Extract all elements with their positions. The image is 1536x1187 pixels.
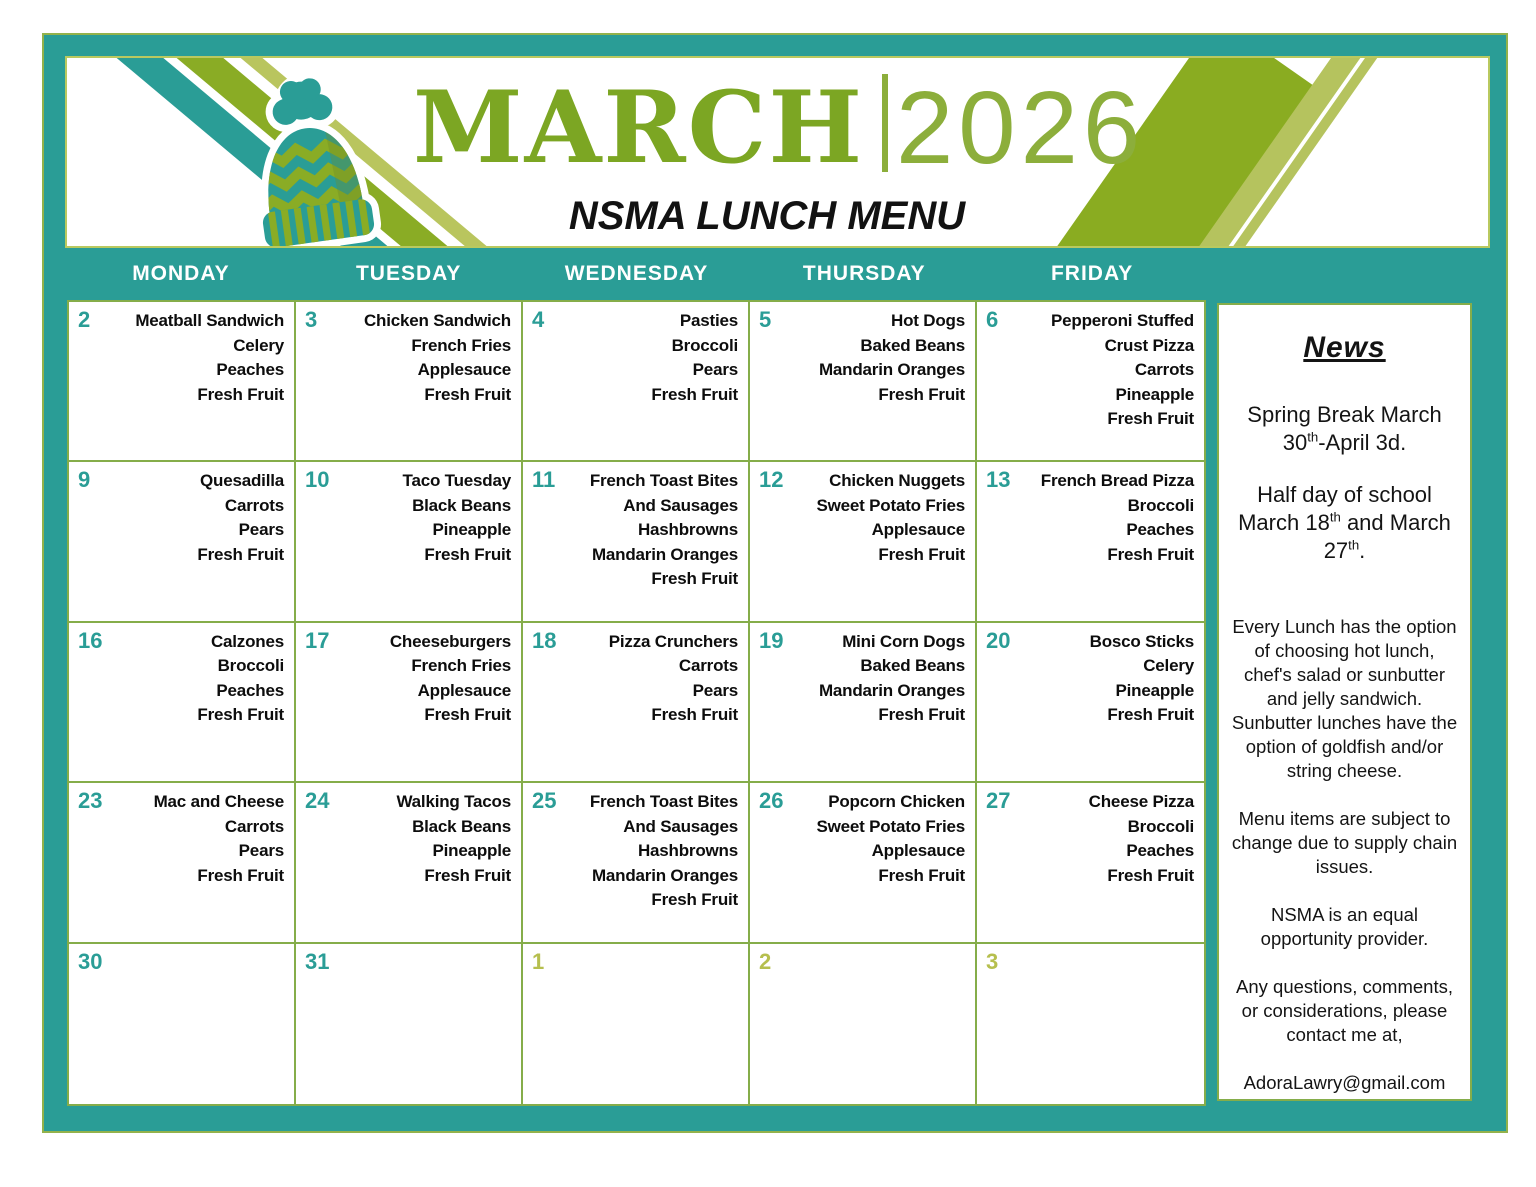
menu-item: Fresh Fruit	[197, 865, 284, 885]
date-number: 16	[78, 627, 103, 653]
menu-items	[750, 783, 975, 888]
calendar-cell	[69, 302, 296, 462]
menu-item: Fresh Fruit	[651, 890, 738, 910]
menu-item: Carrots	[1134, 360, 1194, 379]
menu-item: Pineapple	[1115, 384, 1194, 404]
calendar-cell	[69, 623, 296, 783]
date-number: 4	[532, 307, 545, 332]
date-number: 2	[759, 948, 772, 974]
menu-items	[750, 623, 975, 728]
weekday-header: WEDNESDAY	[564, 262, 709, 285]
date-number: 3	[986, 948, 999, 974]
menu-items	[523, 302, 748, 407]
menu-item: Fresh Fruit	[1107, 409, 1194, 428]
calendar-grid	[67, 300, 1206, 1106]
year-title: 2026	[896, 70, 1146, 186]
menu-item: Pears	[238, 841, 284, 861]
menu-item: Cheeseburgers	[389, 631, 511, 651]
calendar-cell	[750, 944, 977, 1104]
calendar-cell	[296, 783, 523, 943]
menu-items	[750, 944, 975, 951]
date-number: 13	[986, 467, 1011, 493]
news-panel	[1217, 303, 1472, 1101]
menu-item: Hashbrowns	[637, 520, 738, 540]
date-number: 5	[759, 307, 772, 332]
menu-item: Fresh Fruit	[1107, 544, 1194, 564]
date-number: 9	[78, 467, 91, 493]
calendar-cell	[750, 462, 977, 622]
menu-item: Mandarin Oranges	[591, 544, 738, 564]
menu-item: Celery	[1143, 656, 1194, 676]
news-paragraph: Half day of school March 18th and March 27th.	[1238, 481, 1451, 563]
menu-item: Sweet Potato Fries	[816, 495, 965, 515]
date-number: 19	[759, 627, 784, 653]
date-number: 1	[532, 948, 545, 974]
menu-items	[750, 302, 975, 407]
calendar-cell	[296, 623, 523, 783]
news-paragraph: AdoraLawry@gmail.com	[1243, 1072, 1446, 1094]
winter-beanie-hat-icon	[225, 68, 395, 248]
menu-items	[69, 944, 294, 951]
menu-items	[523, 783, 748, 913]
menu-items	[296, 462, 521, 567]
menu-item: Chicken Nuggets	[829, 471, 965, 491]
news-heading: News	[1303, 331, 1386, 364]
calendar-cell	[977, 462, 1204, 622]
menu-item: Pears	[692, 360, 738, 379]
menu-item: Sweet Potato Fries	[816, 816, 965, 836]
menu-item: Black Beans	[412, 495, 511, 515]
menu-item: Peaches	[1126, 841, 1194, 861]
menu-item: Fresh Fruit	[651, 384, 738, 404]
menu-items	[977, 302, 1204, 432]
menu-items	[523, 944, 748, 951]
menu-item: Fresh Fruit	[197, 705, 284, 725]
calendar-cell	[69, 944, 296, 1104]
menu-item: Fresh Fruit	[651, 705, 738, 725]
news-paragraph: Every Lunch has the option of choosing hot lunch, chef's salad or sunbutter and jelly sandwich. Sunbutter lunches have the option of goldfish and/or string cheese.	[1231, 615, 1458, 781]
menu-item: Hashbrowns	[637, 841, 738, 861]
menu-item: Pineapple	[1115, 680, 1194, 700]
menu-item: Peaches	[1126, 520, 1194, 540]
menu-item: Peaches	[216, 360, 284, 379]
menu-item: Pineapple	[432, 841, 511, 861]
menu-item: Carrots	[224, 816, 284, 836]
menu-items	[977, 944, 1204, 951]
news-paragraph: NSMA is an equal opportunity provider.	[1260, 904, 1429, 950]
date-number: 2	[78, 307, 91, 332]
menu-item: Hot Dogs	[891, 311, 965, 330]
menu-item: Fresh Fruit	[424, 865, 511, 885]
menu-item: Mac and Cheese	[153, 792, 284, 812]
menu-item: Mandarin Oranges	[818, 680, 965, 700]
menu-item: Mini Corn Dogs	[842, 631, 965, 651]
calendar-cell	[296, 462, 523, 622]
calendar-cell	[296, 944, 523, 1104]
header-band	[65, 56, 1490, 248]
weekday-header: TUESDAY	[355, 262, 462, 285]
date-number: 18	[532, 627, 557, 653]
date-number: 27	[986, 788, 1011, 814]
menu-item: Carrots	[224, 495, 284, 515]
calendar-cell	[977, 944, 1204, 1104]
weekday-header: THURSDAY	[802, 262, 926, 285]
weekday-header: MONDAY	[132, 262, 230, 285]
calendar-cell	[69, 462, 296, 622]
menu-items	[296, 623, 521, 728]
date-number: 3	[305, 307, 318, 332]
date-number: 30	[78, 948, 103, 974]
date-number: 25	[532, 788, 557, 814]
calendar-cell	[977, 783, 1204, 943]
menu-item: Mandarin Oranges	[818, 360, 965, 379]
weekday-header: FRIDAY	[1050, 262, 1134, 285]
menu-item: Crust Pizza	[1104, 335, 1194, 355]
menu-item: Cheese Pizza	[1088, 792, 1194, 812]
menu-items	[523, 462, 748, 592]
menu-item: Celery	[233, 335, 284, 355]
menu-item: Mandarin Oranges	[591, 865, 738, 885]
calendar-cell	[69, 783, 296, 943]
calendar-cell	[523, 944, 750, 1104]
calendar-cell	[523, 623, 750, 783]
menu-items	[296, 302, 521, 407]
menu-item: Fresh Fruit	[197, 384, 284, 404]
date-number: 23	[78, 788, 103, 814]
menu-item: Baked Beans	[860, 656, 965, 676]
menu-item: And Sausages	[623, 495, 738, 515]
title-divider-bar	[882, 74, 888, 172]
menu-item: Fresh Fruit	[424, 544, 511, 564]
menu-item: Taco Tuesday	[402, 471, 511, 491]
menu-item: Broccoli	[1127, 816, 1194, 836]
menu-item: Bosco Sticks	[1089, 631, 1194, 651]
menu-item: Fresh Fruit	[878, 544, 965, 564]
menu-item: Broccoli	[217, 656, 284, 676]
date-number: 20	[986, 627, 1011, 653]
menu-item: Fresh Fruit	[878, 705, 965, 725]
calendar-cell	[750, 623, 977, 783]
menu-item: French Fries	[411, 335, 511, 355]
calendar-cell	[750, 783, 977, 943]
news-paragraph: Any questions, comments, or considerations, please contact me at,	[1236, 976, 1453, 1046]
calendar-cell	[977, 623, 1204, 783]
menu-item: Fresh Fruit	[878, 384, 965, 404]
weekday-row	[67, 248, 1206, 300]
calendar-cell	[296, 302, 523, 462]
date-number: 24	[305, 788, 330, 814]
menu-items	[69, 302, 294, 407]
calendar-cell	[523, 462, 750, 622]
title-row	[413, 69, 1146, 186]
calendar-cell	[523, 783, 750, 943]
menu-items	[977, 783, 1204, 888]
menu-item: Broccoli	[1127, 495, 1194, 515]
menu-item: Walking Tacos	[396, 792, 511, 812]
menu-item: Broccoli	[671, 335, 738, 355]
menu-item: Pepperoni Stuffed	[1051, 311, 1194, 330]
menu-items	[69, 783, 294, 888]
menu-item: Pears	[692, 680, 738, 700]
date-number: 12	[759, 467, 784, 493]
news-paragraph: Spring Break March 30th-April 3d.	[1247, 402, 1442, 455]
menu-item: Applesauce	[871, 841, 965, 861]
menu-item: French Toast Bites	[589, 792, 738, 812]
menu-item: Fresh Fruit	[878, 865, 965, 885]
menu-item: Carrots	[678, 656, 738, 676]
menu-item: French Bread Pizza	[1040, 471, 1194, 491]
menu-item: Pasties	[679, 311, 738, 330]
menu-item: Fresh Fruit	[1107, 865, 1194, 885]
menu-item: Applesauce	[871, 520, 965, 540]
calendar-cell	[523, 302, 750, 462]
menu-item: Chicken Sandwich	[363, 311, 511, 330]
menu-item: Pears	[238, 520, 284, 540]
month-title: MARCH	[413, 69, 865, 186]
menu-items	[296, 783, 521, 888]
menu-items	[523, 623, 748, 728]
menu-item: Meatball Sandwich	[135, 311, 284, 330]
menu-item: Calzones	[210, 631, 284, 651]
menu-items	[296, 944, 521, 951]
menu-items	[977, 462, 1204, 567]
menu-items	[750, 462, 975, 567]
menu-item: Peaches	[216, 680, 284, 700]
calendar-cell	[977, 302, 1204, 462]
menu-item: Fresh Fruit	[424, 705, 511, 725]
news-paragraph: Menu items are subject to change due to supply chain issues.	[1231, 808, 1458, 878]
menu-item: Quesadilla	[200, 471, 284, 491]
menu-item: And Sausages	[623, 816, 738, 836]
date-number: 17	[305, 627, 330, 653]
menu-item: Applesauce	[417, 680, 511, 700]
page-frame	[42, 33, 1508, 1133]
menu-item: Applesauce	[417, 360, 511, 379]
menu-items	[69, 623, 294, 728]
menu-item: Pizza Crunchers	[608, 631, 738, 651]
menu-item: French Toast Bites	[589, 471, 738, 491]
date-number: 26	[759, 788, 784, 814]
menu-item: Fresh Fruit	[651, 569, 738, 589]
menu-item: Black Beans	[412, 816, 511, 836]
menu-items	[69, 462, 294, 567]
calendar-cell	[750, 302, 977, 462]
date-number: 10	[305, 467, 330, 493]
news-paragraphs	[1229, 401, 1460, 1095]
menu-item: Pineapple	[432, 520, 511, 540]
date-number: 6	[986, 307, 999, 332]
menu-item: French Fries	[411, 656, 511, 676]
date-number: 11	[532, 467, 556, 493]
menu-item: Popcorn Chicken	[828, 792, 965, 812]
menu-item: Fresh Fruit	[424, 384, 511, 404]
menu-item: Baked Beans	[860, 335, 965, 355]
menu-item: Fresh Fruit	[197, 544, 284, 564]
date-number: 31	[305, 948, 330, 974]
menu-subtitle: NSMA LUNCH MENU	[568, 194, 966, 238]
menu-item: Fresh Fruit	[1107, 705, 1194, 725]
menu-items	[977, 623, 1204, 728]
